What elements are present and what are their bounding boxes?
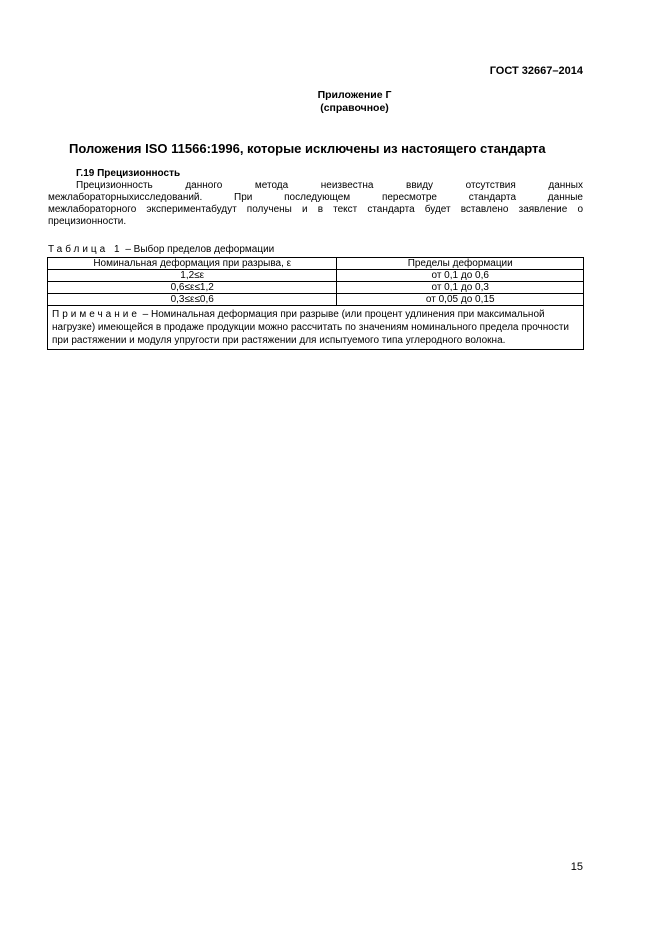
paragraph-word: вставлено — [460, 204, 509, 215]
table-row — [48, 294, 584, 306]
table-caption-text: – Выбор пределов деформации — [125, 244, 275, 255]
table-cell: 0,3≤ε≤0,6 — [48, 294, 337, 306]
table-note — [48, 306, 584, 350]
paragraph-word: неизвестна — [320, 180, 374, 191]
paragraph-word: пересмотре — [381, 192, 437, 203]
deformation-table — [47, 257, 584, 350]
paragraph-word: межлабораторныхисследований. — [48, 192, 203, 203]
table-row — [48, 282, 584, 294]
paragraph-word: отсутствия — [465, 180, 516, 191]
table-note-label: Примечание — [52, 309, 140, 320]
paragraph-word: последующем — [284, 192, 351, 203]
table-caption — [48, 244, 274, 255]
table-cell: от 0,1 до 0,6 — [337, 270, 584, 282]
table-cell: от 0,1 до 0,3 — [337, 282, 584, 294]
precision-paragraph — [48, 180, 583, 228]
paragraph-word: будет — [424, 204, 451, 215]
table-note-row — [48, 306, 584, 350]
standard-code: ГОСТ 32667–2014 — [489, 65, 583, 77]
paragraph-word: прецизионности. — [48, 216, 127, 227]
table-cell: от 0,05 до 0,15 — [337, 294, 584, 306]
paragraph-line — [48, 192, 583, 204]
paragraph-line — [48, 216, 583, 228]
table-header-cell: Пределы деформации — [337, 258, 584, 270]
paragraph-word: о — [577, 204, 583, 215]
table-header-row — [48, 258, 584, 270]
paragraph-word: данного — [185, 180, 223, 191]
table-cell: 0,6≤ε≤1,2 — [48, 282, 337, 294]
paragraph-word: экспериментабудут — [146, 204, 237, 215]
paragraph-word: метода — [254, 180, 289, 191]
paragraph-word: межлабораторного — [48, 204, 137, 215]
paragraph-word: данных — [548, 180, 583, 191]
table-header-cell: Номинальная деформация при разрыва, ε — [48, 258, 337, 270]
section-heading: Положения ISO 11566:1996, которые исключены из настоящего стандарта — [69, 141, 546, 156]
paragraph-word: в — [317, 204, 323, 215]
paragraph-word: ввиду — [406, 180, 434, 191]
appendix-subtitle: (справочное) — [320, 102, 389, 114]
paragraph-word: заявление — [518, 204, 568, 215]
page-number: 15 — [570, 861, 583, 873]
appendix-title: Приложение Г — [317, 89, 392, 101]
subsection-title: Г.19 Прецизионность — [76, 168, 181, 179]
paragraph-word: стандарта — [367, 204, 415, 215]
paragraph-line — [48, 180, 583, 192]
appendix-title-block — [24, 89, 661, 115]
paragraph-line — [48, 204, 583, 216]
paragraph-word: При — [234, 192, 253, 203]
paragraph-word: и — [301, 204, 308, 215]
table-note-text: – Номинальная деформация при разрыве (или процент удлинения при максимальной нагрузке) имеющейся в продаже продукции можно рассчитать по значениям номинального предела прочности при растяжении и модуля упругости при растяжении для испытуемого типа углеродного волокна. — [52, 309, 570, 346]
paragraph-word: Прецизионность — [76, 180, 153, 191]
table-row — [48, 270, 584, 282]
paragraph-word: получены — [246, 204, 292, 215]
paragraph-word: текст — [333, 204, 358, 215]
paragraph-word: данные — [547, 192, 583, 203]
table-caption-label: Таблица 1 — [48, 244, 123, 255]
table-cell: 1,2≤ε — [48, 270, 337, 282]
paragraph-word: стандарта — [468, 192, 517, 203]
